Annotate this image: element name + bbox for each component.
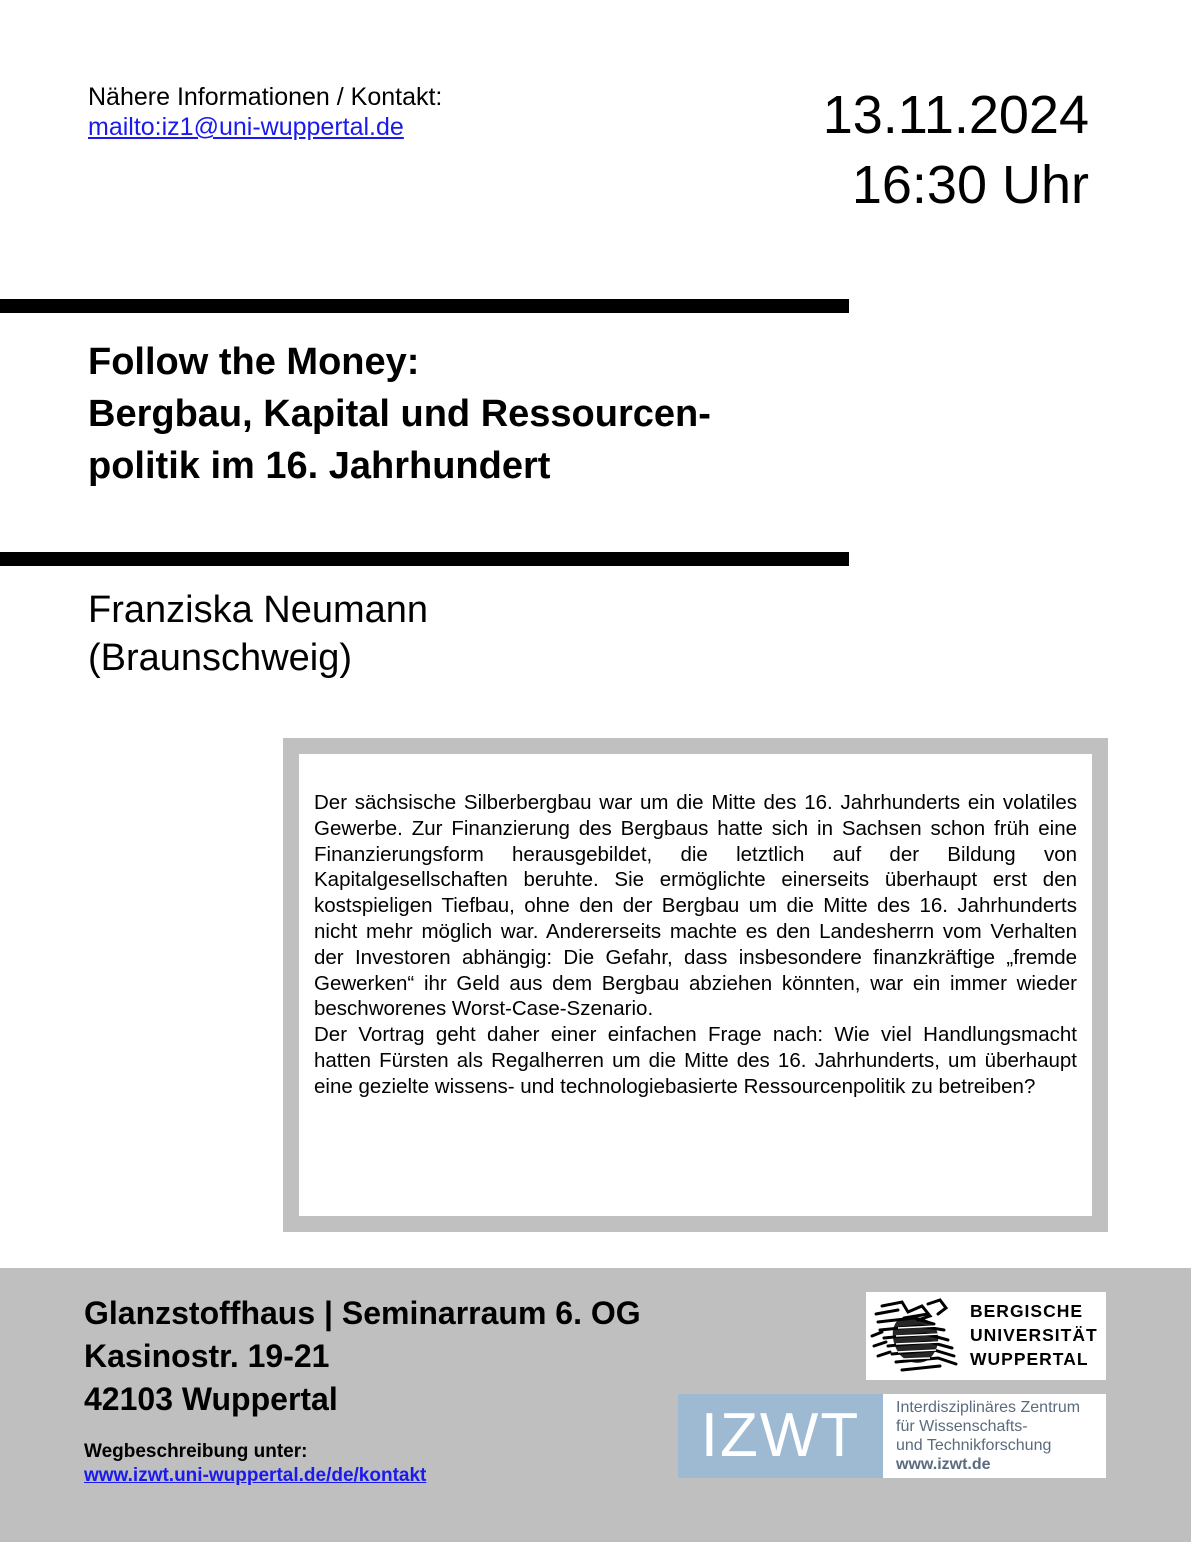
footer [0, 1268, 1191, 1542]
abstract-paragraph-2: Der Vortrag geht daher einer einfachen Frage nach: Wie viel Handlungsmacht hatten Fürsten als Regalherren um die Mitte des 16. Jahrhunderts, um überhaupt eine gezielte wissens- und technologiebasierte Ressourcenpolitik zu betreiben? [314, 1023, 1077, 1098]
venue-line-3: 42103 Wuppertal [84, 1381, 338, 1417]
abstract-box [283, 738, 1108, 1232]
talk-title-line-2: Bergbau, Kapital und Ressourcen- [88, 393, 711, 435]
directions-link[interactable]: www.izwt.uni-wuppertal.de/de/kontakt [84, 1465, 427, 1486]
izwt-url: www.izwt.de [896, 1456, 991, 1473]
izwt-abbr: IZWT [678, 1394, 883, 1478]
university-name [970, 1299, 1098, 1371]
contact-label: Nähere Informationen / Kontakt: [88, 83, 443, 111]
contact-block [88, 82, 442, 142]
lion-crest-icon [868, 1296, 964, 1376]
divider-top [0, 299, 849, 313]
directions-block [84, 1440, 426, 1488]
divider-bottom [0, 552, 849, 566]
talk-title-line-1: Follow the Money: [88, 341, 420, 383]
abstract-paragraph-1: Der sächsische Silberbergbau war um die Mitte des 16. Jahrhunderts ein volatiles Gewerbe. Zur Finanzierung des Bergbaus hatte sich in Sachsen schon früh eine Finanzierungsform herausgebildet, die letztlich auf der Bildung von Kapitalgesellschaften beruhte. Sie ermöglichte einerseits überhaupt erst den kostspieligen Tiefbau, ohne den der Bergbau um die Mitte des 16. Jahrhunderts nicht mehr möglich war. Andererseits machte es den Landesherrn vom Verhalten der Investoren abhängig: Die Gefahr, dass insbesondere finanzkräftige „fremde Gewerken“ ihr Geld aus dem Bergbau abziehen könnten, war ein immer wieder beschworenes Worst-Case-Szenario. [314, 791, 1077, 1021]
izwt-name [896, 1398, 1080, 1474]
venue-line-2: Kasinostr. 19-21 [84, 1338, 330, 1374]
university-name-line-3: WUPPERTAL [970, 1349, 1089, 1369]
izwt-name-line-3: und Technikforschung [896, 1437, 1052, 1454]
event-date: 13.11.2024 [822, 85, 1089, 145]
talk-title [88, 336, 711, 492]
speaker-name: Franziska Neumann [88, 589, 429, 631]
speaker-affiliation: (Braunschweig) [88, 637, 352, 679]
izwt-name-line-2: für Wissenschafts- [896, 1418, 1028, 1435]
university-name-line-1: BERGISCHE [970, 1301, 1084, 1321]
talk-title-line-3: politik im 16. Jahrhundert [88, 445, 551, 487]
venue-line-1: Glanzstoffhaus | Seminarraum 6. OG [84, 1295, 641, 1331]
izwt-logo [678, 1394, 1106, 1478]
directions-label: Wegbeschreibung unter: [84, 1441, 308, 1462]
speaker-block [88, 586, 428, 682]
event-datetime [823, 80, 1089, 220]
izwt-name-line-1: Interdisziplinäres Zentrum [896, 1399, 1081, 1416]
event-time: 16:30 Uhr [851, 155, 1089, 215]
university-logo [866, 1292, 1106, 1380]
abstract-text [314, 790, 1077, 1100]
venue-block [84, 1292, 641, 1421]
contact-email-link[interactable]: mailto:iz1@uni-wuppertal.de [88, 113, 404, 141]
university-name-line-2: UNIVERSITÄT [970, 1325, 1098, 1345]
